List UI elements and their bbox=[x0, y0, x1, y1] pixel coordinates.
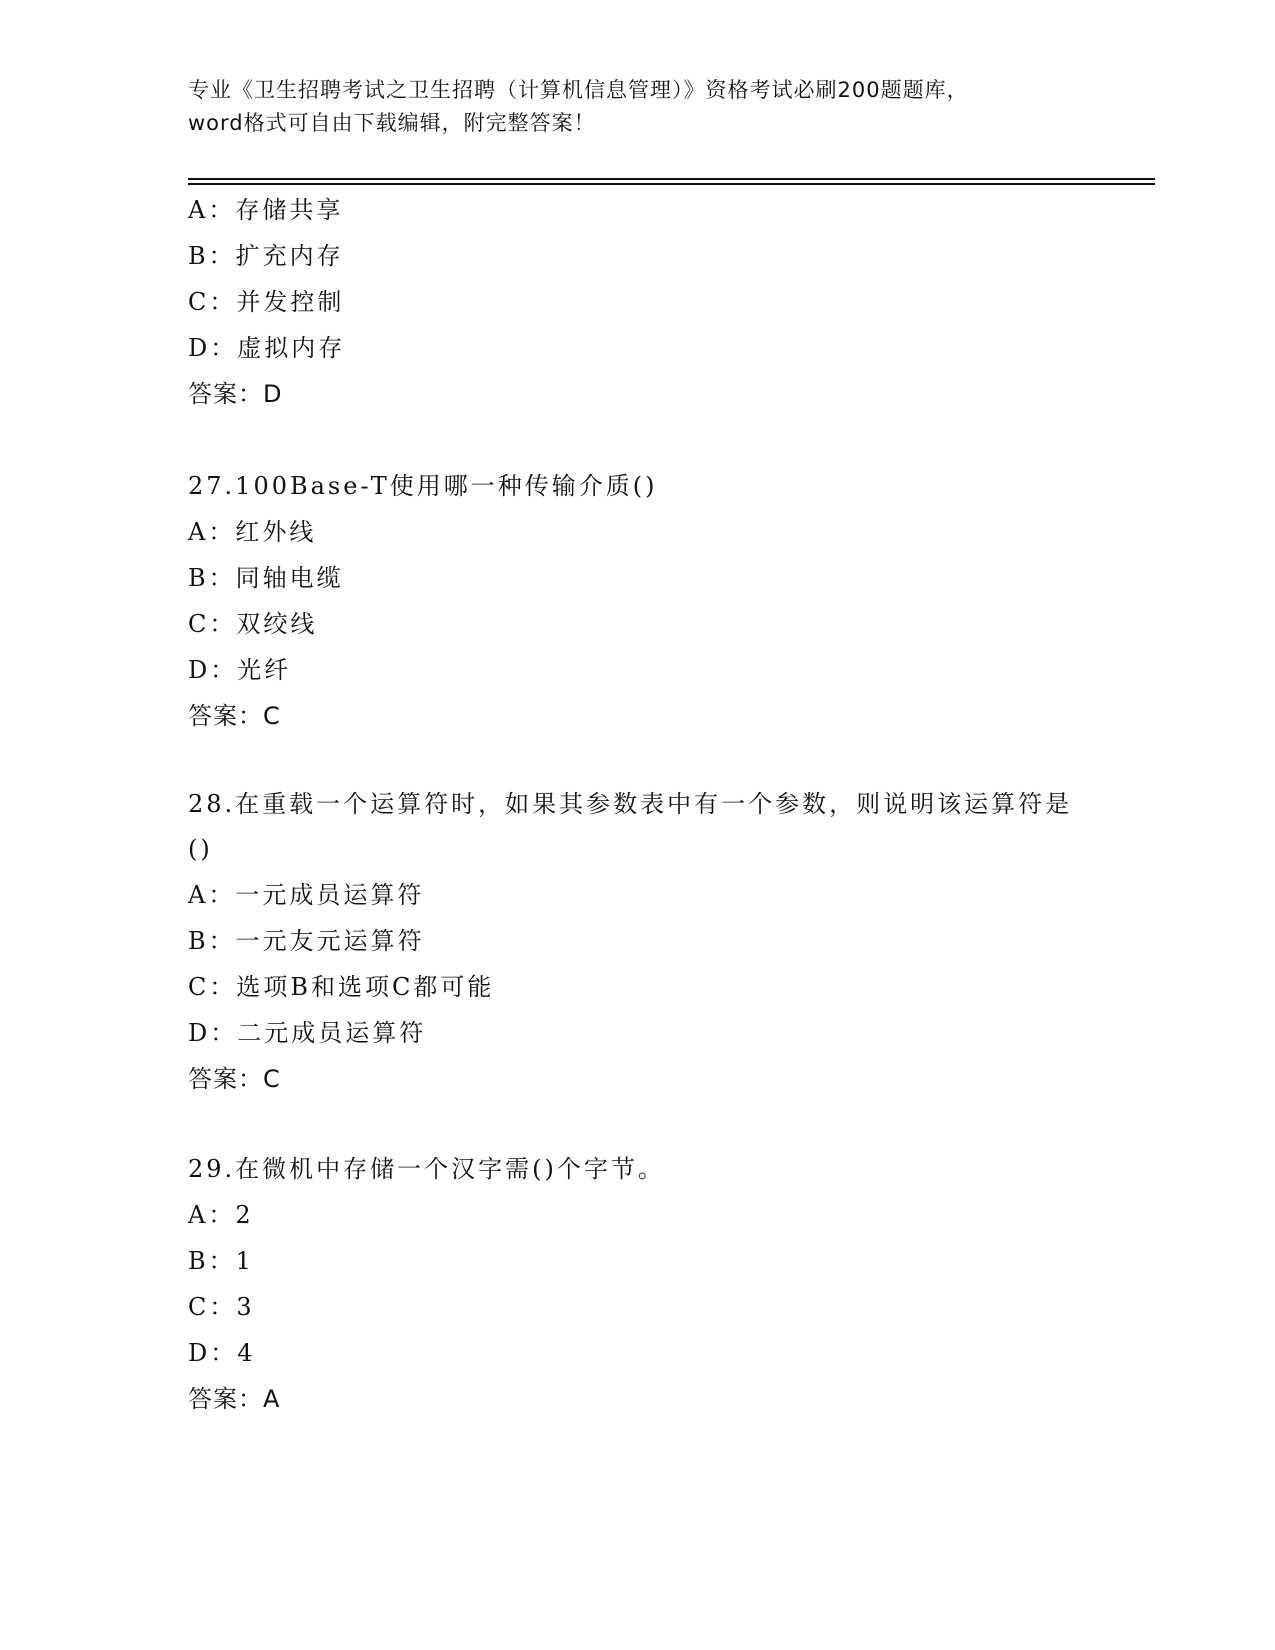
option-a: A：存储共享 bbox=[188, 196, 344, 224]
question-stem: 27.100Base-T使用哪一种传输介质() bbox=[188, 472, 658, 500]
option-a: A：一元成员运算符 bbox=[188, 881, 425, 909]
document-header bbox=[188, 74, 1088, 140]
answer-line: 答案：D bbox=[188, 380, 283, 408]
option-b: B：1 bbox=[188, 1247, 254, 1275]
option-c: C：3 bbox=[188, 1293, 255, 1321]
option-b: B：一元友元运算符 bbox=[188, 927, 425, 955]
question-block bbox=[188, 187, 1088, 417]
question-block bbox=[188, 463, 1088, 739]
question-stem: 28.在重载一个运算符时，如果其参数表中有一个参数，则说明该运算符是() bbox=[188, 790, 1073, 863]
option-d: D：二元成员运算符 bbox=[188, 1019, 427, 1047]
question-stem: 29.在微机中存储一个汉字需()个字节。 bbox=[188, 1155, 665, 1183]
option-d: D：4 bbox=[188, 1339, 256, 1367]
question-block bbox=[188, 782, 1088, 1102]
header-divider-top bbox=[188, 178, 1155, 180]
option-b: B：同轴电缆 bbox=[188, 564, 344, 592]
option-a: A：红外线 bbox=[188, 518, 317, 546]
question-block bbox=[188, 1146, 1088, 1422]
option-c: C：双绞线 bbox=[188, 610, 318, 638]
option-b: B：扩充内存 bbox=[188, 242, 344, 270]
header-line-1: 专业《卫生招聘考试之卫生招聘（计算机信息管理）》资格考试必刷200题题库， bbox=[188, 78, 969, 102]
header-divider-bottom bbox=[188, 183, 1155, 185]
option-a: A：2 bbox=[188, 1201, 254, 1229]
answer-line: 答案：C bbox=[188, 1065, 281, 1093]
option-c: C：选项B和选项C都可能 bbox=[188, 973, 495, 1001]
option-d: D：虚拟内存 bbox=[188, 334, 346, 362]
option-c: C：并发控制 bbox=[188, 288, 345, 316]
answer-line: 答案：A bbox=[188, 1385, 281, 1413]
option-d: D：光纤 bbox=[188, 656, 292, 684]
answer-line: 答案：C bbox=[188, 702, 281, 730]
header-line-2: word格式可自由下载编辑，附完整答案！ bbox=[188, 111, 596, 135]
